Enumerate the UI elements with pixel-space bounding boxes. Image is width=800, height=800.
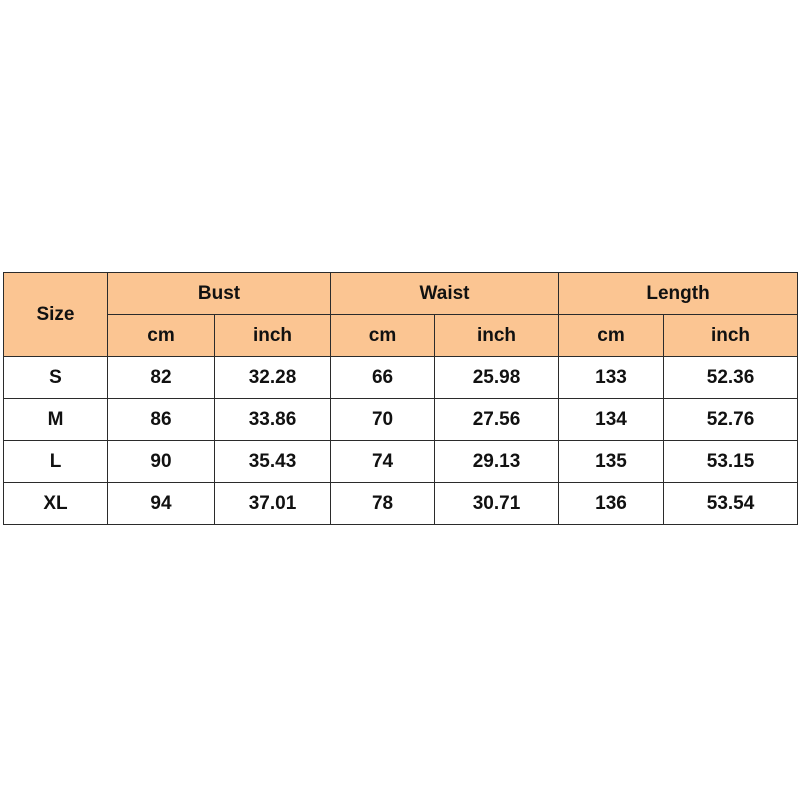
size-label-cell: L bbox=[4, 441, 108, 483]
bust-cm-cell: 90 bbox=[108, 441, 215, 483]
bust-inch-cell: 33.86 bbox=[215, 399, 331, 441]
length-cm-header: cm bbox=[559, 315, 664, 357]
waist-inch-cell: 27.56 bbox=[435, 399, 559, 441]
bust-inch-cell: 37.01 bbox=[215, 483, 331, 525]
waist-inch-header: inch bbox=[435, 315, 559, 357]
bust-cm-cell: 86 bbox=[108, 399, 215, 441]
length-inch-cell: 52.76 bbox=[664, 399, 798, 441]
table-row bbox=[4, 399, 798, 441]
bust-cm-cell: 94 bbox=[108, 483, 215, 525]
table-row bbox=[4, 357, 798, 399]
waist-cm-cell: 70 bbox=[331, 399, 435, 441]
header-row-groups bbox=[4, 273, 798, 315]
length-inch-header: inch bbox=[664, 315, 798, 357]
length-group-header: Length bbox=[559, 273, 798, 315]
header-row-units bbox=[4, 315, 798, 357]
table-row bbox=[4, 441, 798, 483]
length-inch-cell: 53.15 bbox=[664, 441, 798, 483]
waist-inch-cell: 30.71 bbox=[435, 483, 559, 525]
length-cm-cell: 136 bbox=[559, 483, 664, 525]
waist-inch-cell: 29.13 bbox=[435, 441, 559, 483]
bust-inch-cell: 32.28 bbox=[215, 357, 331, 399]
waist-group-header: Waist bbox=[331, 273, 559, 315]
size-label-cell: M bbox=[4, 399, 108, 441]
length-cm-cell: 134 bbox=[559, 399, 664, 441]
waist-inch-cell: 25.98 bbox=[435, 357, 559, 399]
length-inch-cell: 53.54 bbox=[664, 483, 798, 525]
length-inch-cell: 52.36 bbox=[664, 357, 798, 399]
waist-cm-header: cm bbox=[331, 315, 435, 357]
size-column-header: Size bbox=[4, 273, 108, 357]
bust-inch-cell: 35.43 bbox=[215, 441, 331, 483]
waist-cm-cell: 74 bbox=[331, 441, 435, 483]
size-label-cell: S bbox=[4, 357, 108, 399]
waist-cm-cell: 66 bbox=[331, 357, 435, 399]
length-cm-cell: 135 bbox=[559, 441, 664, 483]
length-cm-cell: 133 bbox=[559, 357, 664, 399]
bust-cm-cell: 82 bbox=[108, 357, 215, 399]
size-label-cell: XL bbox=[4, 483, 108, 525]
bust-group-header: Bust bbox=[108, 273, 331, 315]
bust-cm-header: cm bbox=[108, 315, 215, 357]
bust-inch-header: inch bbox=[215, 315, 331, 357]
table-row bbox=[4, 483, 798, 525]
waist-cm-cell: 78 bbox=[331, 483, 435, 525]
size-chart-table bbox=[3, 272, 798, 525]
